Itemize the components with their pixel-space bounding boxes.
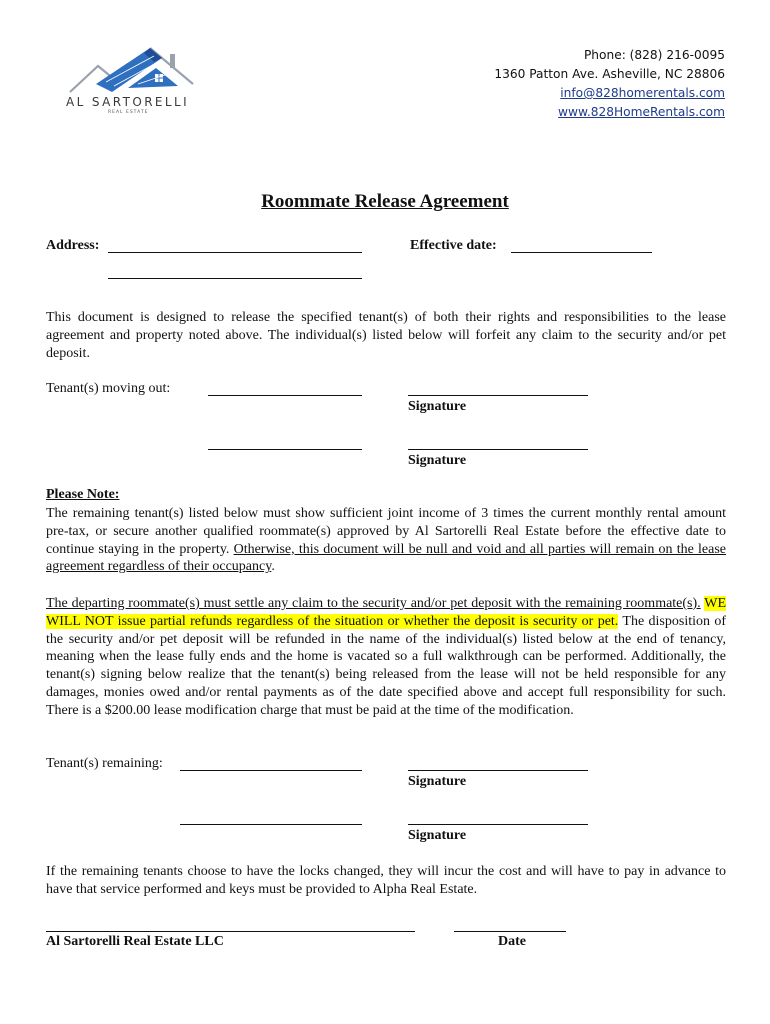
remaining-signature-line-2[interactable] xyxy=(408,824,588,825)
locks-paragraph: If the remaining tenants choose to have the locks changed, they will incur the cost and will have to pay in advance to have that service performed and keys must be provided to Alpha Real Estate. xyxy=(46,864,726,897)
contact-phone: Phone: (828) 216-0095 xyxy=(583,48,725,62)
address-label: Address: xyxy=(46,238,100,253)
moving-out-signature-line-1[interactable] xyxy=(408,395,588,396)
remaining-signature-label-2: Signature xyxy=(408,828,467,843)
company-name: Al Sartorelli Real Estate LLC xyxy=(46,934,224,949)
logo-window-4 xyxy=(160,79,164,83)
note-text: The remaining tenant(s) listed below must show sufficient joint income of 3 times the current monthly rental amount pre-tax, or secure another qualified roommate(s) approved by Al Sartorelli Real Estate before the effective date to continue staying in the property. xyxy=(46,506,726,557)
effective-date-label: Effective date: xyxy=(410,238,497,253)
remaining-name-line-2[interactable] xyxy=(180,824,362,825)
logo-window-2 xyxy=(160,74,164,78)
logo-name: AL SARTORELLI xyxy=(66,95,190,109)
remaining-name-line-1[interactable] xyxy=(180,770,362,771)
effective-date-line[interactable] xyxy=(511,252,652,253)
logo-chimney xyxy=(170,54,175,68)
note-underlined: Otherwise, this document will be null and void and all parties will remain on the lease agreement regardless of their occupancy xyxy=(46,541,726,575)
address-line-1[interactable] xyxy=(108,252,362,253)
deposit-underlined: The departing roommate(s) must settle any claim to the security and/or pet deposit with the remaining roommate(s). xyxy=(46,596,701,611)
deposit-highlighted: WE WILL NOT issue partial refunds regardless of the situation or whether the deposit is security or pet. xyxy=(46,596,726,629)
moving-out-label: Tenant(s) moving out: xyxy=(46,381,171,396)
address-line-2[interactable] xyxy=(108,278,362,279)
contact-address: 1360 Patton Ave. Asheville, NC 28806 xyxy=(494,67,725,81)
logo-window-1 xyxy=(155,74,159,78)
deposit-rest: The disposition of the security and/or pet deposit will be refunded in the name of the individual(s) listed below at the end of tenancy, meaning when the lease fully ends and the home is vacated so a full walkthrough can be performed. Additionally, the tenant(s) signing below realize that the tenant(s) being released from the lease will not be held responsible for any damages, monies owed and/or rental payments as of the date specified above and accept full responsibility for such. There is a $200.00 lease modification charge that must be paid at the time of the modification. xyxy=(46,613,727,718)
note-heading: Please Note: xyxy=(46,487,120,502)
moving-out-name-line-2[interactable] xyxy=(208,449,362,450)
moving-out-signature-label-1: Signature xyxy=(408,399,467,414)
moving-out-signature-label-2: Signature xyxy=(408,453,467,468)
intro-paragraph: This document is designed to release the specified tenant(s) of both their rights and responsibilities to the lease agreement and property noted above. The individual(s) listed below will forfeit any claim to the security and/or pet deposit. xyxy=(46,310,726,361)
company-signature-line[interactable] xyxy=(46,931,415,932)
contact-email-link[interactable]: info@828homerentals.com xyxy=(560,86,725,100)
logo-window-3 xyxy=(155,79,159,83)
remaining-label: Tenant(s) remaining: xyxy=(46,756,163,771)
moving-out-signature-line-2[interactable] xyxy=(408,449,588,450)
remaining-signature-line-1[interactable] xyxy=(408,770,588,771)
date-label: Date xyxy=(498,934,526,949)
contact-block xyxy=(494,46,725,122)
remaining-signature-label-1: Signature xyxy=(408,774,467,789)
note-end: . xyxy=(271,559,275,575)
document-title: Roommate Release Agreement xyxy=(261,191,509,212)
logo-tagline: REAL ESTATE xyxy=(108,110,149,115)
deposit-paragraph xyxy=(46,595,726,720)
contact-website-link[interactable]: www.828HomeRentals.com xyxy=(558,105,725,119)
moving-out-name-line-1[interactable] xyxy=(208,395,362,396)
date-line[interactable] xyxy=(454,931,566,932)
note-paragraph xyxy=(46,505,726,576)
